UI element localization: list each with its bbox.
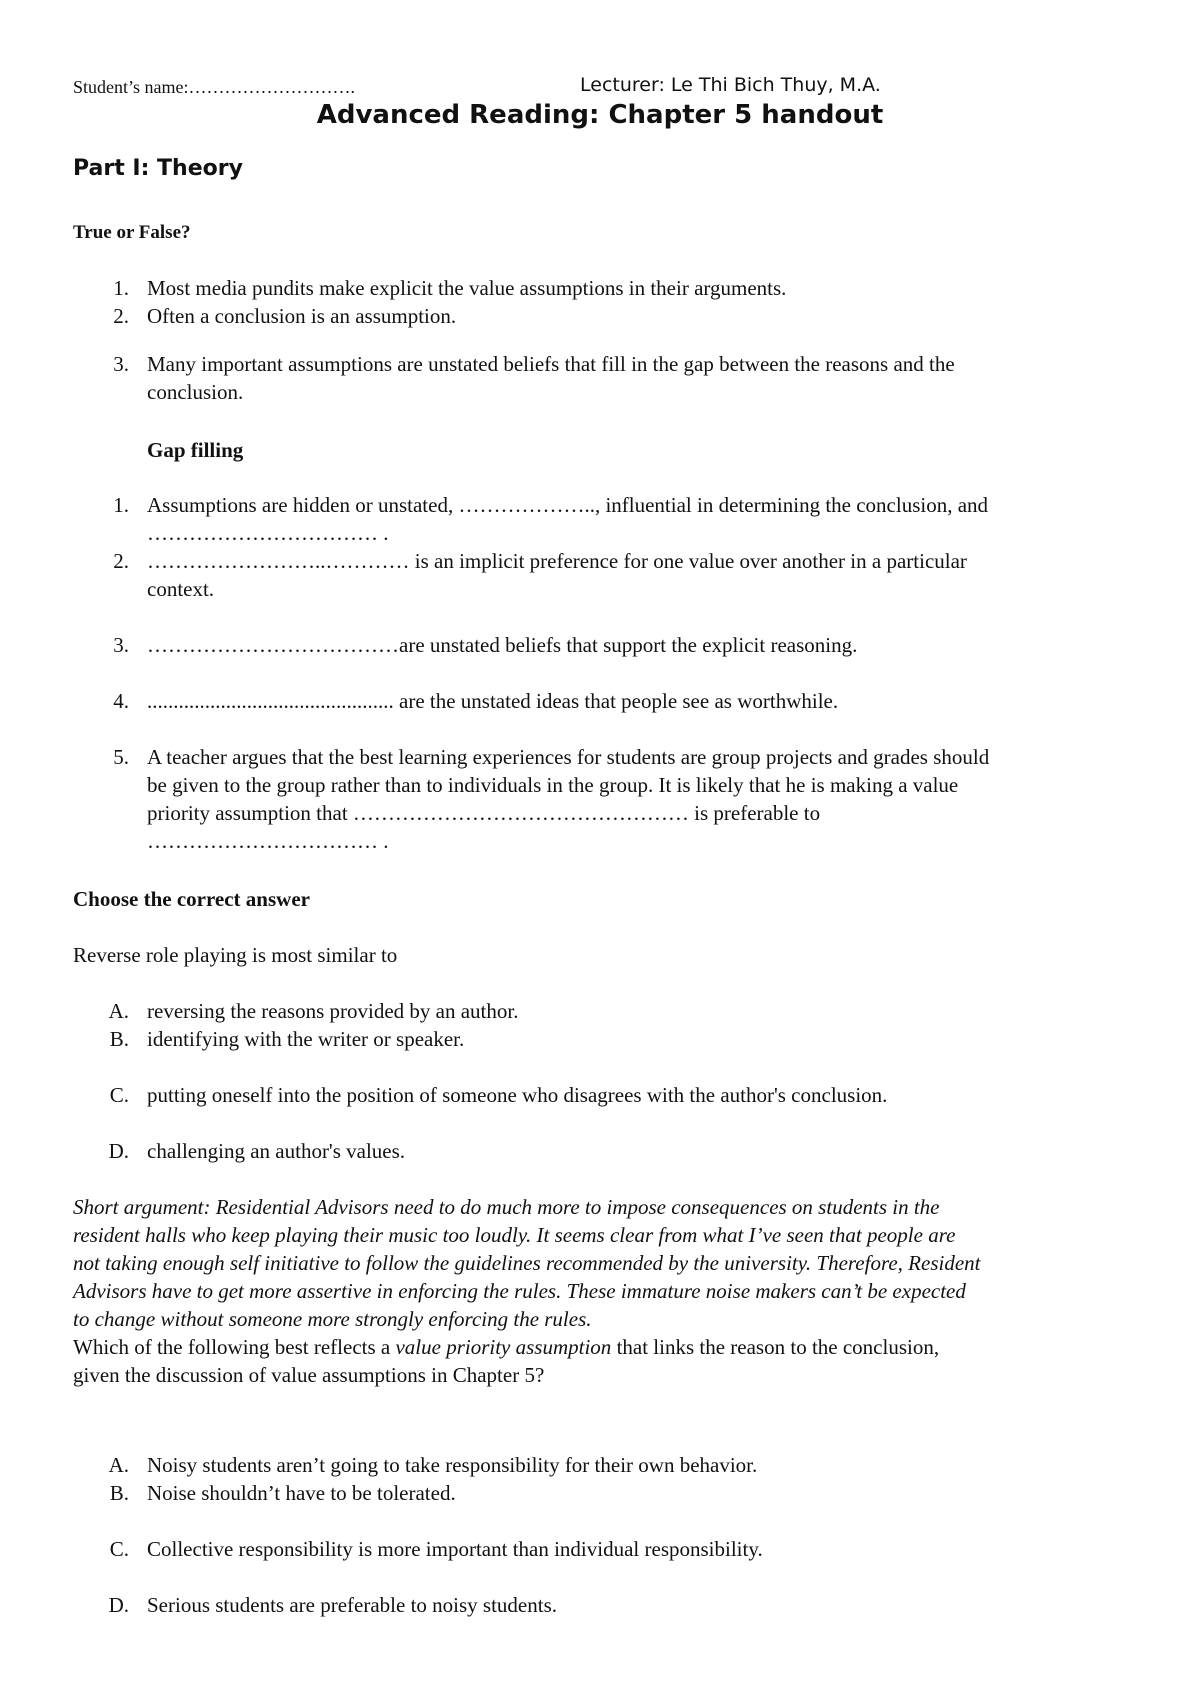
list-number: 2. (113, 304, 129, 328)
list-number: 1. (113, 493, 129, 517)
list-item-continuation: be given to the group rather than to individuals in the group. It is likely that he is making a value (147, 773, 959, 797)
list-number: 3. (113, 352, 129, 376)
list-item: A teacher argues that the best learning experiences for students are group projects and grades should (147, 745, 990, 769)
option-letter: A. (108, 999, 129, 1023)
list-item: ………………………………are unstated beliefs that support the explicit reasoning. (147, 633, 858, 657)
answer-option: Collective responsibility is more important than individual responsibility. (147, 1537, 763, 1561)
answer-option: reversing the reasons provided by an author. (147, 999, 519, 1023)
list-item: Many important assumptions are unstated beliefs that fill in the gap between the reasons and the (147, 352, 955, 376)
list-item-continuation: context. (147, 577, 215, 601)
option-letter: B. (109, 1481, 129, 1505)
list-number: 5. (113, 745, 129, 769)
question-stem-continuation: given the discussion of value assumptions in Chapter 5? (73, 1363, 545, 1387)
argument-line: resident halls who keep playing their music too loudly. It seems clear from what I’ve seen that people are (73, 1223, 956, 1247)
student-name-field: Student’s name:………………………. (73, 77, 355, 97)
part-heading: Part I: Theory (73, 156, 243, 181)
list-item: Often a conclusion is an assumption. (147, 304, 457, 328)
list-number: 3. (113, 633, 129, 657)
option-letter: D. (108, 1139, 129, 1163)
list-item: Most media pundits make explicit the value assumptions in their arguments. (147, 276, 787, 300)
argument-line: not taking enough self initiative to follow the guidelines recommended by the university. Therefore, Resident (73, 1251, 981, 1275)
list-item: ............................................... are the unstated ideas that people see as worthwhile. (147, 689, 839, 713)
list-item-continuation: …………………………… . (147, 521, 389, 545)
stem-text: that links the reason to the conclusion, (611, 1335, 940, 1359)
stem-text: Which of the following best reflects a (73, 1335, 396, 1359)
list-item: ……………………..………… is an implicit preference for one value over another in a particular (147, 549, 967, 573)
option-letter: A. (108, 1453, 129, 1477)
lecturer-name: Lecturer: Le Thi Bich Thuy, M.A. (580, 74, 881, 96)
list-number: 2. (113, 549, 129, 573)
page-title: Advanced Reading: Chapter 5 handout (316, 100, 884, 130)
list-item-continuation: …………………………… . (147, 829, 389, 853)
question-stem: Reverse role playing is most similar to (73, 943, 398, 967)
list-number: 1. (113, 276, 129, 300)
answer-option: Serious students are preferable to noisy students. (147, 1593, 557, 1617)
argument-line: to change without someone more strongly enforcing the rules. (73, 1307, 592, 1331)
stem-emphasis: value priority assumption (395, 1335, 612, 1359)
argument-line: Short argument: Residential Advisors need to do much more to impose consequences on students in the (73, 1195, 940, 1219)
option-letter: D. (108, 1593, 129, 1617)
option-letter: C. (109, 1537, 129, 1561)
choose-heading: Choose the correct answer (73, 887, 310, 911)
list-item-continuation: conclusion. (147, 380, 244, 404)
option-letter: B. (109, 1027, 129, 1051)
argument-line: Advisors have to get more assertive in enforcing the rules. These immature noise makers can’t be expected (73, 1279, 966, 1303)
answer-option: challenging an author's values. (147, 1139, 406, 1163)
answer-option: Noise shouldn’t have to be tolerated. (147, 1481, 456, 1505)
true-false-heading: True or False? (73, 222, 191, 243)
answer-option: Noisy students aren’t going to take responsibility for their own behavior. (147, 1453, 758, 1477)
answer-option: identifying with the writer or speaker. (147, 1027, 465, 1051)
option-letter: C. (109, 1083, 129, 1107)
question-stem (73, 1333, 939, 1361)
answer-option: putting oneself into the position of someone who disagrees with the author's conclusion. (147, 1083, 888, 1107)
gap-filling-heading: Gap filling (147, 438, 244, 462)
list-item: Assumptions are hidden or unstated, ……………….., influential in determining the conclusion, and (147, 493, 989, 517)
list-item-continuation: priority assumption that ………………………………………… is preferable to (147, 801, 821, 825)
list-number: 4. (113, 689, 129, 713)
